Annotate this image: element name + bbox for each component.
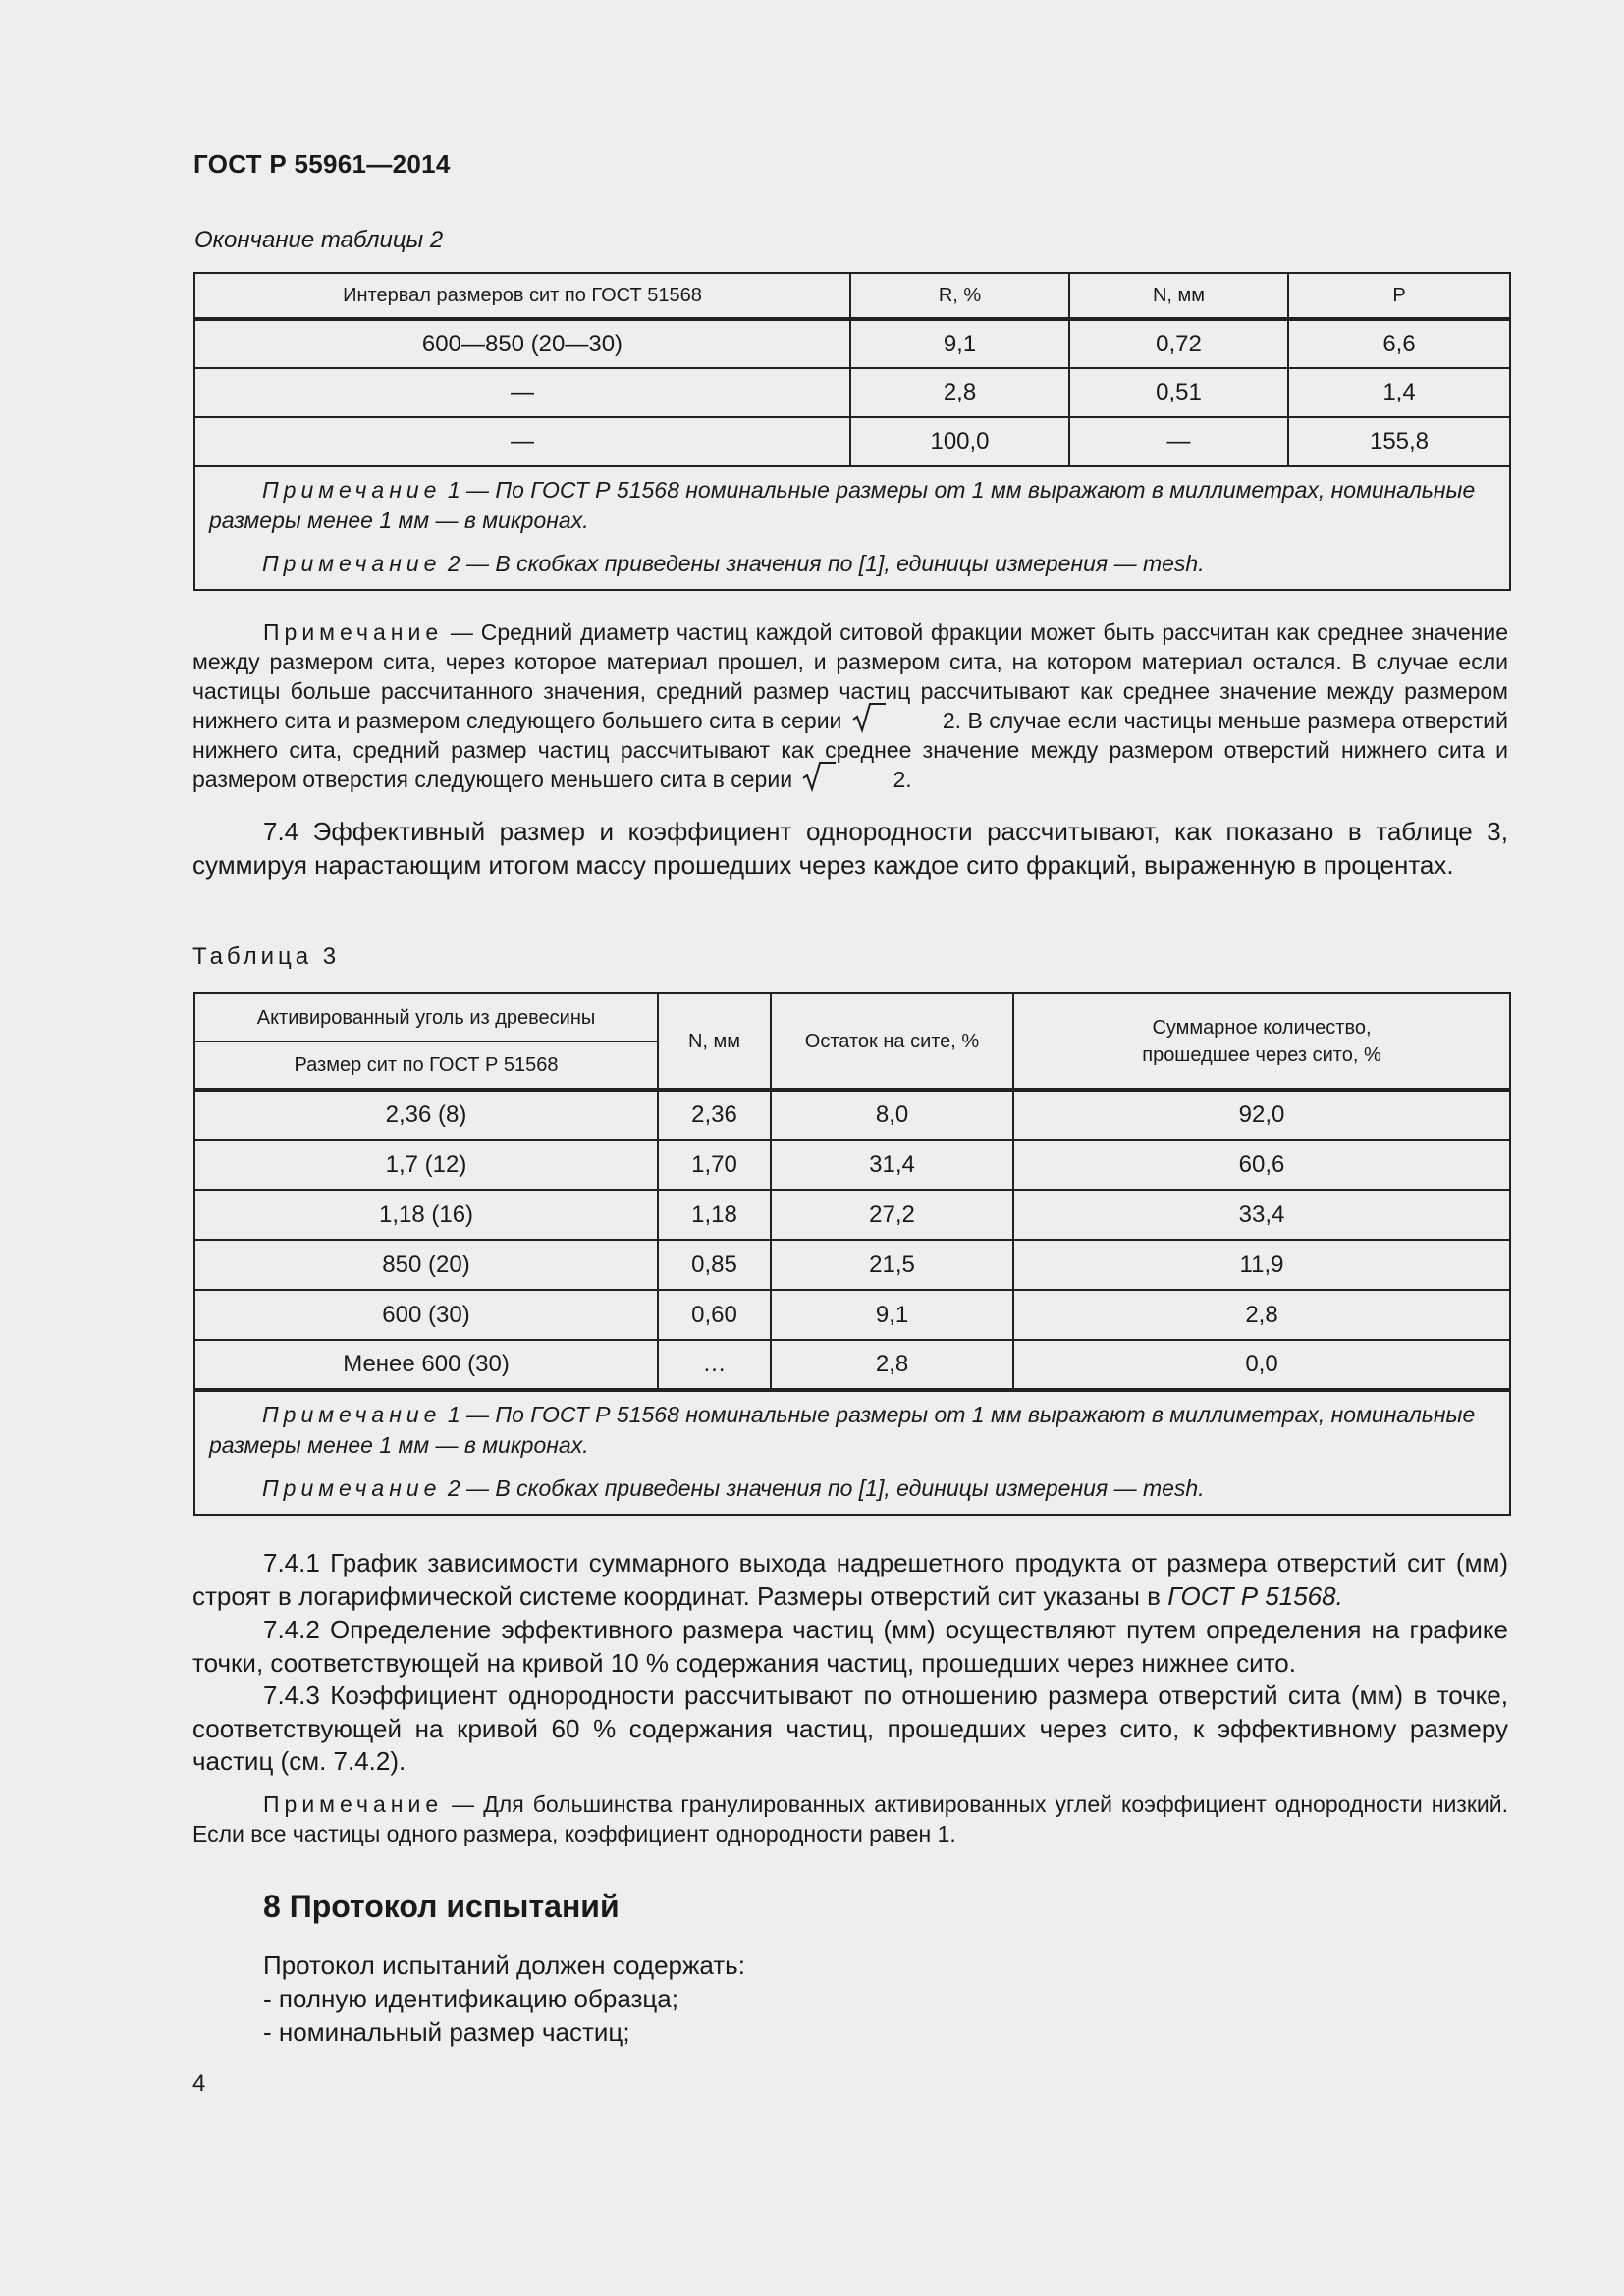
table2-header-r: R, %	[850, 273, 1069, 319]
paragraph-7-4-1-text: 7.4.1 График зависимости суммарного выхода надрешетного продукта от размера отверстий сит (мм) строят в логарифмической системе координат. Размеры отверстий сит указаны в	[192, 1548, 1508, 1611]
sqrt-sign-icon	[852, 702, 886, 733]
table3-notes	[194, 1390, 1510, 1515]
table-cell: —	[1069, 417, 1288, 466]
sqrt-value: 2	[893, 767, 906, 792]
table-cell: 600—850 (20—30)	[194, 319, 850, 368]
note-text-b: . В случае если частицы меньше размера отверстий нижнего сита, средний размер частиц рассчитывают как среднее значение между размером отверстий нижнего сита и размером отверстия следующего меньшего сита в серии	[192, 708, 1508, 792]
table3-header-cumulative-line2: прошедшее через сито, %	[1142, 1043, 1381, 1066]
table2-header-p: P	[1288, 273, 1510, 319]
table3-header-sieve-size: Размер сит по ГОСТ Р 51568	[194, 1041, 658, 1090]
paragraph-7-4: 7.4 Эффективный размер и коэффициент однородности рассчитывают, как показано в таблице 3, суммируя нарастающим итогом массу прошедших через каждое сито фракций, выраженную в процентах.	[192, 817, 1508, 880]
note-label: Примечание	[262, 551, 442, 576]
section-8-heading: 8 Протокол испытаний	[263, 1889, 620, 1924]
table-cell: 0,72	[1069, 319, 1288, 368]
table3-header-n: N, мм	[658, 993, 771, 1090]
table-cell: 6,6	[1288, 319, 1510, 368]
sqrt-value: 2	[942, 708, 955, 733]
table-cell: 0,0	[1013, 1340, 1510, 1390]
note-label: Примечание	[262, 1475, 442, 1501]
table3-caption: Таблица 3	[192, 943, 341, 970]
table-cell: 33,4	[1013, 1190, 1510, 1240]
table3-header-cumulative	[1013, 993, 1510, 1090]
table3-note-2	[209, 1473, 1495, 1504]
paragraph-7-4-2: 7.4.2 Определение эффективного размера частиц (мм) осуществляют путем определения на графике точки, соответствующей на кривой 10 % содержания частиц, прошедших через нижнее сито.	[192, 1615, 1508, 1678]
table-row	[194, 1140, 1510, 1190]
table-cell: 2,36	[658, 1090, 771, 1140]
table-cell: 9,1	[771, 1290, 1013, 1340]
table-cell: 1,18	[658, 1190, 771, 1240]
sqrt-expression	[802, 765, 905, 794]
table-cell: 100,0	[850, 417, 1069, 466]
note-text: 2 — В скобках приведены значения по [1], единицы измерения — mesh.	[447, 1475, 1205, 1501]
table3-notes-row	[194, 1390, 1510, 1515]
table-row	[194, 1340, 1510, 1390]
table2-notes-row	[194, 466, 1510, 590]
paragraph-7-4-3: 7.4.3 Коэффициент однородности рассчитывают по отношению размера отверстий сита (мм) в точке, соответствующей на кривой 60 % содержания частиц, прошедших через сито, к эффективному размеру частиц (см. 7.4.2).	[192, 1681, 1508, 1776]
table3-header-residue: Остаток на сите, %	[771, 993, 1013, 1090]
table3-header-group: Активированный уголь из древесины	[194, 993, 658, 1041]
table-cell: 31,4	[771, 1140, 1013, 1190]
table3-header-cumulative-line1: Суммарное количество,	[1152, 1016, 1372, 1039]
table2-header-row	[194, 273, 1510, 319]
table-cell: 2,8	[850, 368, 1069, 417]
section-8-intro: Протокол испытаний должен содержать:	[263, 1950, 745, 1980]
table2-note-2	[209, 549, 1495, 579]
document-code: ГОСТ Р 55961—2014	[193, 149, 451, 179]
table-cell: Менее 600 (30)	[194, 1340, 658, 1390]
table-cell: 1,70	[658, 1140, 771, 1190]
table3-note-1	[209, 1400, 1495, 1461]
table-row	[194, 319, 1510, 368]
table-row	[194, 1290, 1510, 1340]
table-cell: 21,5	[771, 1240, 1013, 1290]
paragraph-7-4-1	[192, 1547, 1508, 1613]
table2-note-1	[209, 475, 1495, 536]
note-text: 1 — По ГОСТ Р 51568 номинальные размеры от 1 мм выражают в миллиметрах, номинальные размеры менее 1 мм — в микронах.	[209, 477, 1476, 533]
note-text: 2 — В скобках приведены значения по [1], единицы измерения — mesh.	[447, 551, 1205, 576]
note-label: Примечание	[262, 1402, 442, 1427]
note-text: — Для большинства гранулированных активированных углей коэффициент однородности низкий. Если все частицы одного размера, коэффициент однородности равен 1.	[192, 1791, 1508, 1846]
table-cell: —	[194, 368, 850, 417]
table-row	[194, 417, 1510, 466]
list-item: - номинальный размер частиц;	[263, 2017, 630, 2047]
table-cell: 9,1	[850, 319, 1069, 368]
table-cell: 2,8	[771, 1340, 1013, 1390]
table2-caption: Окончание таблицы 2	[194, 227, 444, 253]
table2-header-interval: Интервал размеров сит по ГОСТ 51568	[194, 273, 850, 319]
table-cell: 850 (20)	[194, 1240, 658, 1290]
sqrt-sign-icon	[802, 761, 836, 792]
table-cell: 0,85	[658, 1240, 771, 1290]
table-cell: 60,6	[1013, 1140, 1510, 1190]
page-number: 4	[192, 2070, 206, 2097]
list-item: - полную идентификацию образца;	[263, 1984, 678, 2013]
table-cell: 11,9	[1013, 1240, 1510, 1290]
table-cell: 1,18 (16)	[194, 1190, 658, 1240]
table-cell: 2,8	[1013, 1290, 1510, 1340]
note-label: Примечание	[263, 619, 444, 645]
table-row	[194, 1190, 1510, 1240]
table-row	[194, 368, 1510, 417]
table-cell: 1,4	[1288, 368, 1510, 417]
table-cell: 27,2	[771, 1190, 1013, 1240]
table-cell: 8,0	[771, 1090, 1013, 1140]
note-label: Примечание	[262, 477, 442, 503]
table-cell: 155,8	[1288, 417, 1510, 466]
table-cell: 600 (30)	[194, 1290, 658, 1340]
table-row	[194, 1240, 1510, 1290]
table3	[193, 992, 1511, 1516]
table2-header-n: N, мм	[1069, 273, 1288, 319]
table-cell: 2,36 (8)	[194, 1090, 658, 1140]
paragraph-7-4-1-reference: ГОСТ Р 51568.	[1167, 1580, 1343, 1611]
table-row	[194, 1090, 1510, 1140]
note-text-a: — Средний диаметр частиц каждой ситовой фракции может быть рассчитан как среднее значение между размером сита, через которое материал прошел, и размером сита, на котором материал остался. В случае если частицы больше рассчитанного значения, средний размер частиц рассчитывают как среднее значение между размером нижнего сита и размером следующего большего сита в серии	[192, 619, 1508, 733]
sqrt-expression	[852, 706, 955, 735]
table-cell: …	[658, 1340, 771, 1390]
note-text-c: .	[905, 767, 912, 792]
note-uniformity	[192, 1789, 1508, 1848]
note-average-diameter	[192, 617, 1508, 794]
table-cell: 1,7 (12)	[194, 1140, 658, 1190]
table-cell: 0,60	[658, 1290, 771, 1340]
table3-header-row-1	[194, 993, 1510, 1041]
table2	[193, 272, 1511, 591]
note-label: Примечание	[263, 1791, 444, 1817]
table2-notes	[194, 466, 1510, 590]
table-cell: —	[194, 417, 850, 466]
table-cell: 0,51	[1069, 368, 1288, 417]
note-text: 1 — По ГОСТ Р 51568 номинальные размеры от 1 мм выражают в миллиметрах, номинальные размеры менее 1 мм — в микронах.	[209, 1402, 1476, 1458]
table-cell: 92,0	[1013, 1090, 1510, 1140]
